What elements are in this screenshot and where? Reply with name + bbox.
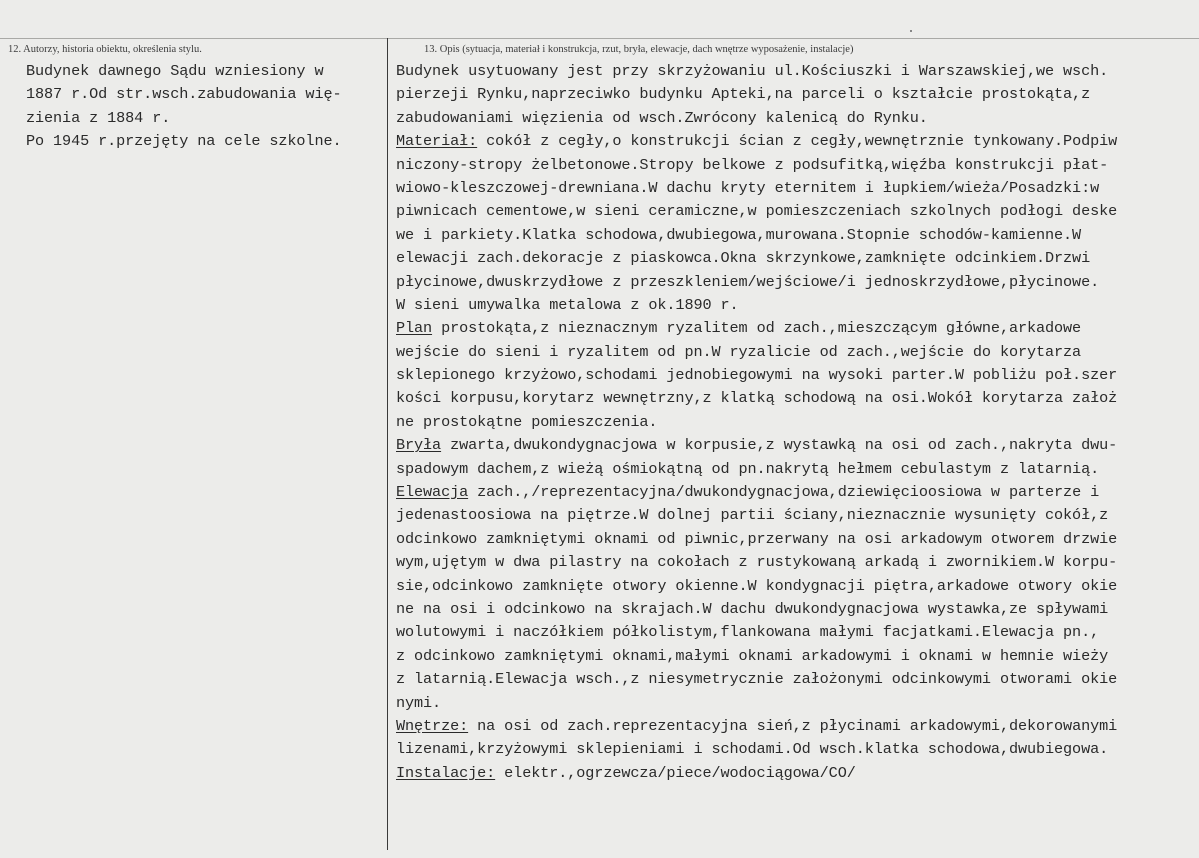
description-line [396, 575, 1196, 598]
line-text: zach.,/reprezentacyjna/dwukondygnacjowa,dziewięcioosiowa w parterze i [468, 483, 1100, 502]
line-text: zabudowaniami więzienia od wsch.Zwrócony kalenicą do Rynku. [396, 108, 928, 127]
description-line [396, 200, 1196, 223]
description-line [396, 762, 1196, 785]
line-text: we i parkiety.Klatka schodowa,dwubiegowa,murowana.Stopnie schodów-kamienne.W [396, 225, 1082, 244]
description-line [396, 551, 1196, 574]
history-text [26, 60, 381, 154]
description-line [396, 341, 1196, 364]
description-line [396, 715, 1196, 738]
section-keyword: Plan [396, 319, 433, 338]
line-text: zwarta,dwukondygnacjowa w korpusie,z wystawką na osi od zach.,nakryta dwu- [441, 436, 1118, 455]
line-text: wejście do sieni i ryzalitem od pn.W ryzalicie od zach.,wejście do korytarza [396, 342, 1082, 361]
line-text: wym,ujętym w dwa pilastry na cokołach z rustykowaną arkadą i zwornikiem.W korpu- [396, 553, 1118, 572]
description-line [396, 294, 1196, 317]
description-line [396, 504, 1196, 527]
line-text: niczony-stropy żelbetonowe.Stropy belkowe z podsufitką,więźba konstrukcji płat- [396, 155, 1109, 174]
line-text: cokół z cegły,o konstrukcji ścian z cegły,wewnętrznie tynkowany.Podpiw [477, 132, 1118, 151]
history-line: 1887 r.Od str.wsch.zabudowania wię- [26, 85, 342, 104]
line-text: jedenastoosiowa na piętrze.W dolnej partii ściany,nieznacznie wysunięty cokół,z [396, 506, 1109, 525]
line-text: lizenami,krzyżowymi sklepieniami i schodami.Od wsch.klatka schodowa,dwubiegowa. [396, 740, 1109, 759]
description-line [396, 738, 1196, 761]
description-line [396, 387, 1196, 410]
line-text: sklepionego krzyżowo,schodami jednobiegowymi na wysoki parter.W pobliżu poł.szer [396, 366, 1118, 385]
line-text: elewacji zach.dekoracje z piaskowca.Okna skrzynkowe,zamknięte odcinkiem.Drzwi [396, 249, 1091, 268]
line-text: płycinowe,dwuskrzydłowe z przeszkleniem/wejściowe/i jednoskrzydłowe,płycinowe. [396, 272, 1100, 291]
line-text: sie,odcinkowo zamknięte otwory okienne.W kondygnacji piętra,arkadowe otwory okie [396, 576, 1118, 595]
section-12-heading: 12. Autorzy, historia obiektu, określenia stylu. [8, 44, 202, 55]
description-line [396, 434, 1196, 457]
description-line [396, 224, 1196, 247]
line-text: kości korpusu,korytarz wewnętrzny,z klatką schodową na osi.Wokół korytarza założ [396, 389, 1118, 408]
description-text [396, 60, 1196, 785]
description-line [396, 645, 1196, 668]
description-line [396, 364, 1196, 387]
column-divider [387, 38, 388, 850]
section-keyword: Wnętrze: [396, 716, 469, 735]
header-rule [0, 38, 1199, 39]
line-text: pierzeji Rynku,naprzeciwko budynku Apteki,na parceli o kształcie prostokąta,z [396, 85, 1091, 104]
history-line: zienia z 1884 r. [26, 108, 171, 127]
line-text: odcinkowo zamkniętymi oknami od piwnic,przerwany na osi arkadowym otworem drzwie [396, 529, 1118, 548]
description-line [396, 481, 1196, 504]
line-text: elektr.,ogrzewcza/piece/wodociągowa/CO/ [495, 763, 856, 782]
line-text: ne prostokątne pomieszczenia. [396, 412, 658, 431]
description-line [396, 60, 1196, 83]
line-text: na osi od zach.reprezentacyjna sień,z płycinami arkadowymi,dekorowanymi [468, 716, 1118, 735]
description-line [396, 458, 1196, 481]
description-line [396, 107, 1196, 130]
description-line [396, 692, 1196, 715]
line-text: Budynek usytuowany jest przy skrzyżowaniu ul.Kościuszki i Warszawskiej,we wsch. [396, 62, 1109, 80]
description-line [396, 528, 1196, 551]
section-keyword: Instalacje: [396, 763, 496, 782]
description-line [396, 598, 1196, 621]
line-text: spadowym dachem,z wieżą ośmiokątną od pn.nakrytą hełmem cebulastym z latarnią. [396, 459, 1100, 478]
section-13-heading: 13. Opis (sytuacja, materiał i konstrukcja, rzut, bryła, elewacje, dach wnętrze wyposażenie, instalacje) [424, 44, 854, 55]
line-text: nymi. [396, 693, 442, 712]
line-text: z odcinkowo zamkniętymi oknami,małymi oknami arkadowymi i oknami w hemnie wieży [396, 646, 1109, 665]
description-line [396, 317, 1196, 340]
line-text: wiowo-kleszczowej-drewniana.W dachu kryty eternitem i łupkiem/wieża/Posadzki:w [396, 178, 1100, 197]
line-text: piwnicach cementowe,w sieni ceramiczne,w pomieszczeniach szkolnych podłogi deske [396, 202, 1118, 221]
description-line [396, 130, 1196, 153]
section-keyword: Elewacja [396, 483, 469, 502]
section-keyword: Bryła [396, 436, 442, 455]
description-line [396, 668, 1196, 691]
description-line [396, 411, 1196, 434]
line-text: prostokąta,z nieznacznym ryzalitem od zach.,mieszczącym główne,arkadowe [432, 319, 1082, 338]
line-text: ne na osi i odcinkowo na skrajach.W dachu dwukondygnacjowa wystawka,ze spływami [396, 599, 1109, 618]
description-line [396, 247, 1196, 270]
description-line [396, 177, 1196, 200]
line-text: z latarnią.Elewacja wsch.,z niesymetrycznie założonymi odcinkowymi otworami okie [396, 670, 1118, 689]
line-text: W sieni umywalka metalowa z ok.1890 r. [396, 295, 739, 314]
description-line [396, 271, 1196, 294]
line-text: wolutowymi i naczółkiem półkolistym,flankowana małymi facjatkami.Elewacja pn., [396, 623, 1100, 642]
description-line [396, 154, 1196, 177]
description-line [396, 83, 1196, 106]
section-keyword: Materiał: [396, 132, 478, 151]
history-line: Budynek dawnego Sądu wzniesiony w [26, 62, 324, 80]
ink-speck [910, 30, 912, 32]
history-line: Po 1945 r.przejęty na cele szkolne. [26, 132, 342, 151]
description-line [396, 621, 1196, 644]
